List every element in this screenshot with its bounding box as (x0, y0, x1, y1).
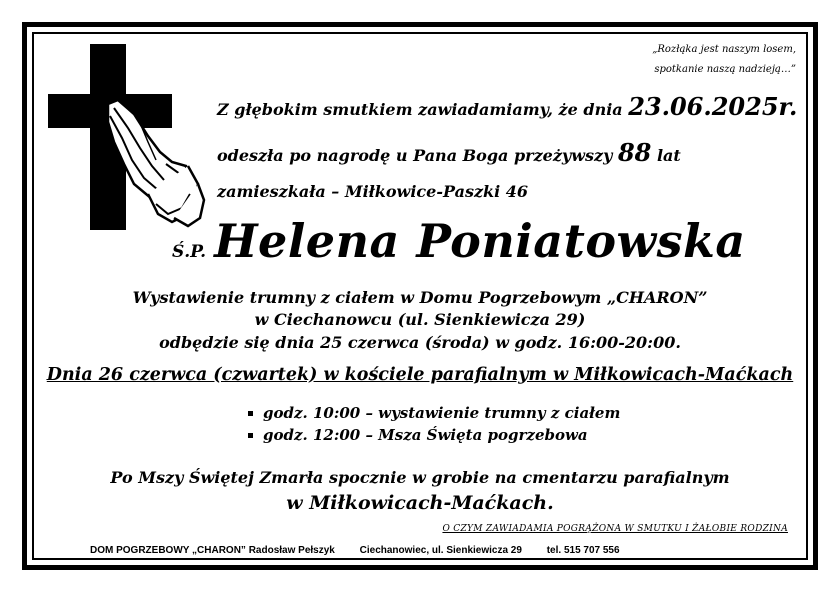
intro-line-2 (217, 138, 681, 167)
schedule-text: godz. 12:00 – Msza Święta pogrzebowa (263, 426, 588, 444)
schedule-item (248, 424, 620, 446)
cross-icon (48, 44, 208, 230)
residence: zamieszkała – Miłkowice-Paszki 46 (217, 182, 529, 201)
motto-line-1: „Rozłąka jest naszym losem, (652, 44, 796, 55)
intro-text: Z głębokim smutkiem zawiadamiamy, że dnia (217, 100, 623, 119)
funeral-heading: Dnia 26 czerwca (czwartek) w kościele parafialnym w Miłkowicach-Maćkach (46, 365, 794, 385)
burial-line-2: w Miłkowicach-Maćkach. (286, 492, 554, 514)
schedule-list (248, 402, 620, 446)
family-note: O CZYM ZAWIADAMIA POGRĄŻONA W SMUTKU I ŻAŁOBIE RODZINA (442, 524, 788, 534)
age-value: 88 (617, 138, 652, 167)
footer-company: DOM POGRZEBOWY „CHARON” Radosław Pełszyk (90, 545, 335, 556)
viewing-line-2: w Ciechanowcu (ul. Sienkiewicza 29) (254, 310, 586, 329)
motto-line-2: spotkanie naszą nadzieją…” (654, 64, 796, 75)
viewing-line-1: Wystawienie trumny z ciałem w Domu Pogrzebowym „CHARON” (132, 288, 708, 307)
intro-line-1 (217, 92, 797, 121)
deceased-name: Helena Poniatowska (214, 214, 746, 268)
bullet-icon (248, 433, 253, 438)
footer-phone: tel. 515 707 556 (546, 545, 620, 556)
death-date: 23.06.2025r. (628, 92, 798, 121)
schedule-text: godz. 10:00 – wystawienie trumny z ciałem (263, 404, 621, 422)
viewing-line-3: odbędzie się dnia 25 czerwca (środa) w godz. 16:00-20:00. (159, 333, 681, 352)
intro-text-2: odeszła po nagrodę u Pana Boga przeżywszy (217, 146, 613, 165)
name-prefix: Ś.P. (172, 242, 207, 262)
bullet-icon (248, 411, 253, 416)
schedule-item (248, 402, 620, 424)
footer (90, 545, 642, 556)
burial-line-1: Po Mszy Świętej Zmarła spocznie w grobie na cmentarzu parafialnym (110, 468, 730, 487)
age-unit: lat (656, 146, 681, 165)
footer-address: Ciechanowiec, ul. Sienkiewicza 29 (359, 545, 522, 556)
deceased-name-row (172, 214, 746, 268)
